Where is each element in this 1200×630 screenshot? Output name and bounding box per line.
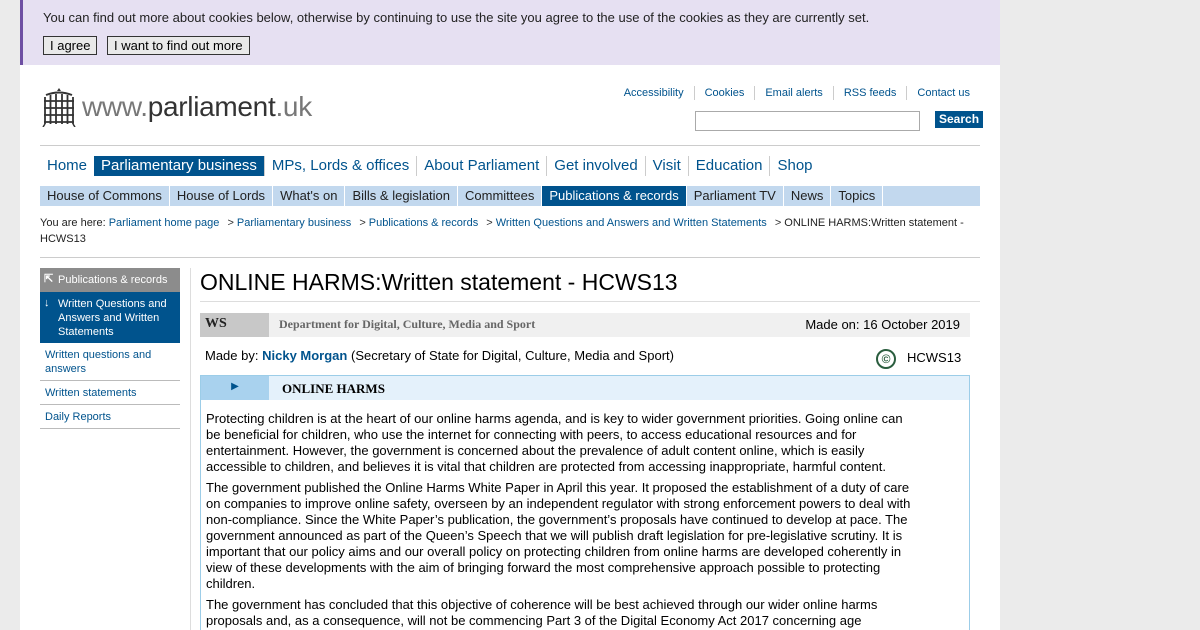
statement-box	[200, 375, 970, 630]
copyright-icon: ©	[876, 349, 896, 369]
breadcrumb-link[interactable]: Parliamentary business	[236, 217, 352, 229]
breadcrumb-current: ONLINE HARMS:Written statement - HCWS13	[40, 217, 964, 245]
utility-link-email-alerts[interactable]: Email alerts	[754, 86, 832, 100]
main-nav-visit[interactable]: Visit	[645, 156, 688, 176]
title-divider	[200, 301, 980, 302]
sidebar-item-active[interactable]	[40, 292, 180, 343]
breadcrumb-separator: >	[486, 217, 493, 229]
breadcrumb-separator: >	[774, 217, 782, 229]
breadcrumb-separator: >	[227, 217, 234, 229]
sidebar-item-written-statements[interactable]: Written statements	[40, 381, 180, 405]
breadcrumb	[40, 215, 970, 247]
made-by-label: Made by:	[205, 348, 259, 363]
breadcrumb-link[interactable]: Parliament home page	[108, 217, 220, 229]
cookie-message: You can find out more about cookies below, otherwise by continuing to use the site you agree to the use of the cookies as they are currently set.	[43, 10, 870, 25]
sidebar-item-daily-reports[interactable]: Daily Reports	[40, 405, 180, 429]
utility-link-rss-feeds[interactable]: RSS feeds	[833, 86, 907, 100]
cookie-banner	[20, 0, 1000, 65]
main-nav-about-parliament[interactable]: About Parliament	[416, 156, 546, 176]
portcullis-icon	[42, 87, 76, 127]
statement-box-header	[201, 376, 969, 400]
main-nav-home[interactable]: Home	[47, 157, 88, 174]
made-on: Made on: 16 October 2019	[805, 317, 960, 332]
sidebar-heading[interactable]	[40, 268, 180, 292]
sub-nav-house-of-commons[interactable]: House of Commons	[40, 186, 170, 206]
arrow-down-icon: ↓	[44, 297, 50, 309]
search-input[interactable]	[695, 111, 920, 131]
breadcrumb-separator: >	[359, 217, 366, 229]
page-title: ONLINE HARMS:Written statement - HCWS13	[200, 269, 678, 295]
statement-heading: ONLINE HARMS	[282, 381, 385, 396]
cookie-agree-button[interactable]: I agree	[43, 36, 97, 55]
minister-role: (Secretary of State for Digital, Culture, Media and Sport)	[350, 348, 674, 363]
search-button[interactable]: Search	[935, 111, 983, 128]
department-name: Department for Digital, Culture, Media and Sport	[279, 317, 536, 331]
statement-reference: HCWS13	[907, 350, 962, 365]
sidebar-divider	[190, 268, 191, 630]
sub-nav-committees[interactable]: Committees	[458, 186, 542, 206]
sub-nav	[40, 186, 980, 206]
cookie-find-out-button[interactable]: I want to find out more	[107, 36, 250, 55]
expand-toggle-icon[interactable]: ▶	[201, 376, 269, 400]
statement-paragraph: Protecting children is at the heart of our online harms agenda, and is key to wider government priorities. Going online can be beneficial for children, who use the internet for connecting with peers, to access educational resources and for entertainment. However, the government is concerned about the prevalence of adult content online, which is easily accessible to children, and believes it is vital that children are protected from accessing inappropriate, harmful content.	[206, 411, 903, 474]
sub-nav-topics[interactable]: Topics	[831, 186, 883, 206]
sub-nav-news[interactable]: News	[784, 186, 832, 206]
main-nav	[40, 156, 820, 176]
sidebar-heading-label: Publications & records	[58, 274, 168, 286]
sub-nav-publications-records[interactable]: Publications & records	[542, 186, 686, 206]
minister-link[interactable]: Nicky Morgan	[262, 348, 348, 363]
breadcrumb-prefix: You are here:	[40, 217, 106, 229]
made-by	[205, 348, 674, 363]
main-nav-mps-lords-offices[interactable]: MPs, Lords & offices	[264, 156, 416, 176]
main-nav-parliamentary-business[interactable]: Parliamentary business	[94, 156, 264, 176]
utility-link-cookies[interactable]: Cookies	[694, 86, 755, 100]
sub-nav-house-of-lords[interactable]: House of Lords	[170, 186, 273, 206]
breadcrumb-link[interactable]: Written Questions and Answers and Written Statements	[495, 217, 767, 229]
sidebar	[40, 268, 180, 429]
sidebar-item-active-label: Written Questions and Answers and Written Statements	[58, 298, 167, 338]
sidebar-item-written-questions[interactable]: Written questions and answers	[40, 343, 180, 381]
statement-type-badge: WS	[200, 313, 269, 337]
statement-paragraph: The government published the Online Harms White Paper in April this year. It proposed the establishment of a duty of care on companies to improve online safety, overseen by an independent regulator with strong enforcement powers to deal with non-compliance. Since the White Paper’s publication, the government’s proposals have continued to develop at pace. The government announced as part of the Queen’s Speech that we will publish draft legislation for pre-legislative scrutiny. It is important that our policy aims and our overall policy on protecting children from online harms are developed coherently in view of these developments with the aim of bringing forward the most comprehensive approach possible to protecting children.	[206, 480, 911, 591]
utility-nav	[614, 86, 980, 100]
logo-wordmark: www.parliament.uk	[82, 91, 312, 122]
arrow-up-left-icon: ⇱	[44, 273, 54, 285]
breadcrumb-link[interactable]: Publications & records	[368, 217, 479, 229]
statement-body	[206, 411, 911, 630]
page	[20, 0, 1000, 630]
header-divider	[40, 145, 980, 146]
statement-meta-bar	[200, 313, 970, 337]
breadcrumb-divider	[40, 257, 980, 258]
utility-link-contact-us[interactable]: Contact us	[906, 86, 980, 100]
statement-paragraph: The government has concluded that this objective of coherence will be best achieved through our wider online harms proposals and, as a consequence, will not be commencing Part 3 of the Digital Economy Act 2017 concerning age	[206, 597, 878, 628]
sub-nav-parliament-tv[interactable]: Parliament TV	[687, 186, 784, 206]
parliament-logo[interactable]	[42, 86, 312, 128]
utility-link-accessibility[interactable]: Accessibility	[623, 87, 684, 99]
sub-nav-bills-legislation[interactable]: Bills & legislation	[345, 186, 458, 206]
main-nav-shop[interactable]: Shop	[769, 156, 819, 176]
main-nav-education[interactable]: Education	[688, 156, 770, 176]
sub-nav-whats-on[interactable]: What's on	[273, 186, 345, 206]
main-nav-get-involved[interactable]: Get involved	[546, 156, 644, 176]
